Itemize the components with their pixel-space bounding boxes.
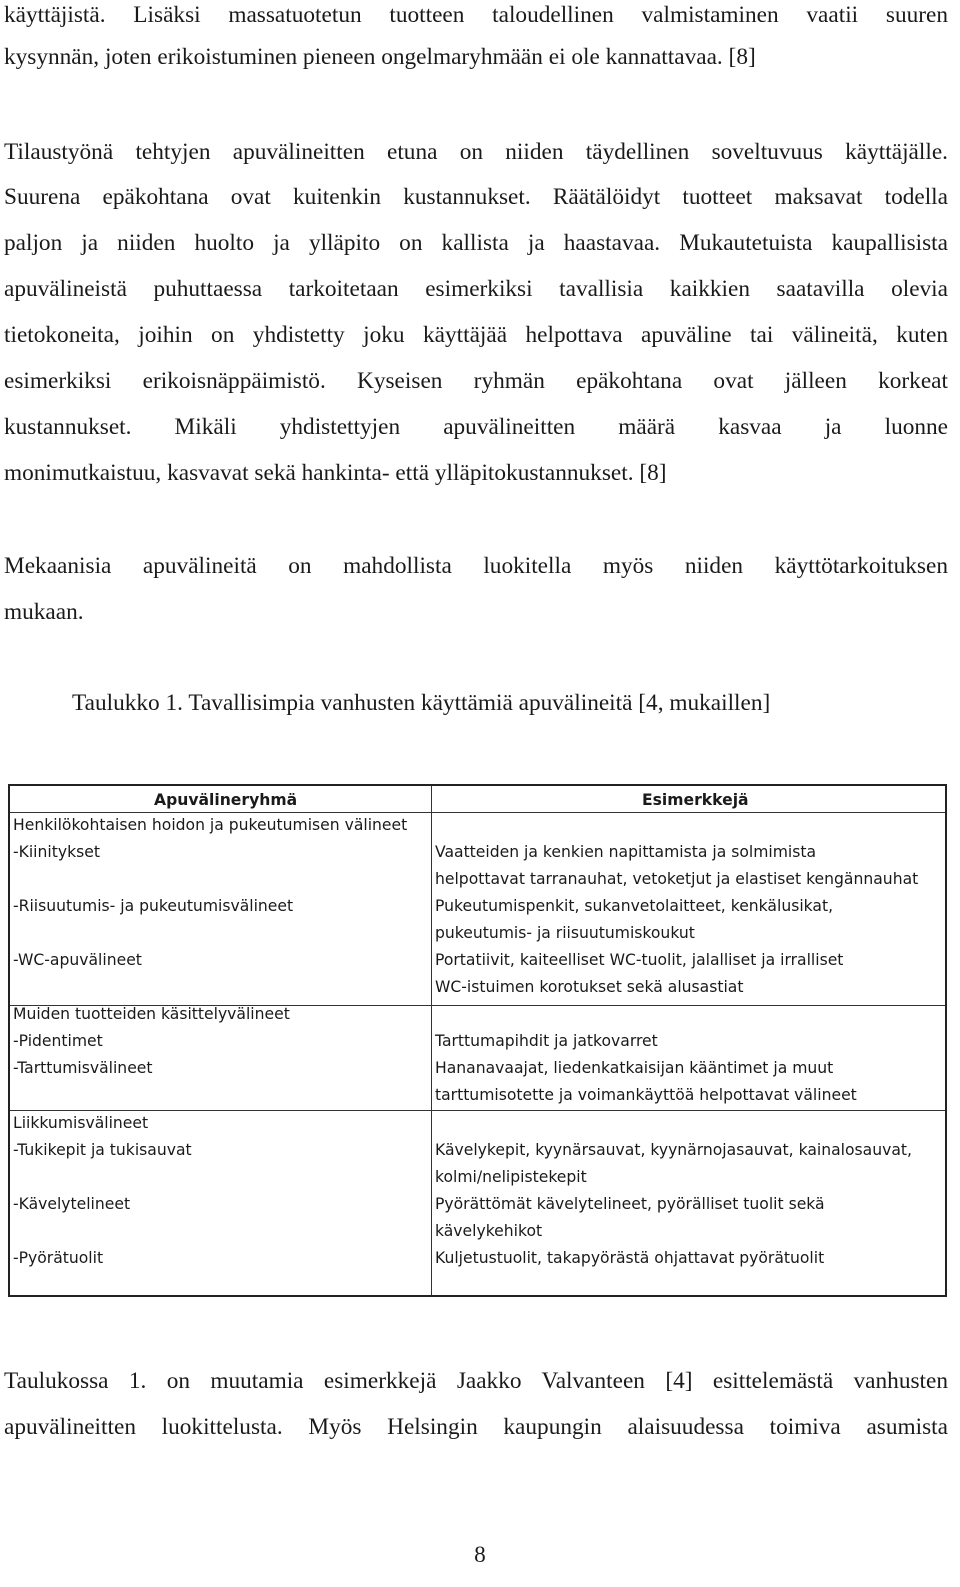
table-right-cell: Portatiivit, kaiteelliset WC-tuolit, jalalliset ja irralliset <box>435 951 844 969</box>
table-right-cell: Kuljetustuolit, takapyörästä ohjattavat pyörätuolit <box>435 1249 825 1267</box>
table-right-cell: Pyörättömät kävelytelineet, pyörälliset tuolit sekä <box>435 1195 825 1213</box>
table-left-cell: Muiden tuotteiden käsittelyvälineet <box>13 1005 290 1023</box>
table-header-group: Apuvälineryhmä <box>154 791 298 809</box>
page-number: 8 <box>474 1542 486 1568</box>
table-left-cell: -Pidentimet <box>13 1032 103 1050</box>
table-right-cell: pukeutumis- ja riisuutumiskoukut <box>435 924 695 942</box>
table-right-cell: tarttumisotette ja voimankäyttöä helpottavat välineet <box>435 1086 857 1104</box>
table-right-cell: kolmi/nelipistekepit <box>435 1168 587 1186</box>
paragraph-2-line-4: apuvälineistä puhuttaessa tarkoitetaan esimerkiksi tavallisia kaikkien saatavilla olevia <box>4 276 948 302</box>
table-right-cell: kävelykehikot <box>435 1222 543 1240</box>
paragraph-2-line-3: paljon ja niiden huolto ja ylläpito on kallista ja haastavaa. Mukautetuista kaupallisista <box>4 230 948 256</box>
paragraph-2-line-6: esimerkiksi erikoisnäppäimistö. Kyseisen ryhmän epäkohtana ovat jälleen korkeat <box>4 368 948 394</box>
paragraph-3-line-1: Mekaanisia apuvälineitä on mahdollista luokitella myös niiden käyttötarkoituksen <box>4 553 948 579</box>
aids-table <box>8 784 947 1297</box>
table-column-divider <box>431 786 432 1295</box>
table-left-cell: -Tarttumisvälineet <box>13 1059 153 1077</box>
table-right-cell: WC-istuimen korotukset sekä alusastiat <box>435 978 744 996</box>
table-header-examples: Esimerkkejä <box>642 791 749 809</box>
paragraph-2-line-5: tietokoneita, joihin on yhdistetty joku käyttäjää helpottava apuväline tai välineitä, kuten <box>4 322 948 348</box>
paragraph-4-line-1: Taulukossa 1. on muutamia esimerkkejä Jaakko Valvanteen [4] esittelemästä vanhusten <box>4 1368 948 1394</box>
paragraph-3-line-2: mukaan. <box>4 599 84 625</box>
table-header-divider <box>10 812 945 813</box>
table-left-cell: -Tukikepit ja tukisauvat <box>13 1141 192 1159</box>
table-left-cell: -Kiinitykset <box>13 843 100 861</box>
paragraph-2-line-8: monimutkaistuu, kasvavat sekä hankinta- että ylläpitokustannukset. [8] <box>4 460 667 486</box>
table-section-divider-2 <box>10 1110 945 1111</box>
table-left-cell: Henkilökohtaisen hoidon ja pukeutumisen välineet <box>13 816 408 834</box>
table-right-cell: Vaatteiden ja kenkien napittamista ja solmimista <box>435 843 817 861</box>
paragraph-1-line-2: kysynnän, joten erikoistuminen pieneen ongelmaryhmään ei ole kannattavaa. [8] <box>4 44 756 70</box>
table-right-cell: Hananavaajat, liedenkatkaisijan kääntimet ja muut <box>435 1059 834 1077</box>
paragraph-2-line-1: Tilaustyönä tehtyjen apuvälineitten etuna on niiden täydellinen soveltuvuus käyttäjälle. <box>4 139 948 165</box>
table-right-cell: Kävelykepit, kyynärsauvat, kyynärnojasauvat, kainalosauvat, <box>435 1141 912 1159</box>
table-left-cell: -Kävelytelineet <box>13 1195 131 1213</box>
table-right-cell: helpottavat tarranauhat, vetoketjut ja elastiset kengännauhat <box>435 870 919 888</box>
paragraph-1-line-1: käyttäjistä. Lisäksi massatuotetun tuotteen taloudellinen valmistaminen vaatii suuren <box>4 2 948 28</box>
table-left-cell: Liikkumisvälineet <box>13 1114 149 1132</box>
table-right-cell: Pukeutumispenkit, sukanvetolaitteet, kenkälusikat, <box>435 897 834 915</box>
paragraph-2-line-7: kustannukset. Mikäli yhdistettyjen apuvälineitten määrä kasvaa ja luonne <box>4 414 948 440</box>
paragraph-4-line-2: apuvälineitten luokittelusta. Myös Helsingin kaupungin alaisuudessa toimiva asumista <box>4 1414 948 1440</box>
table-caption: Taulukko 1. Tavallisimpia vanhusten käyttämiä apuvälineitä [4, mukaillen] <box>72 690 771 716</box>
paragraph-2-line-2: Suurena epäkohtana ovat kuitenkin kustannukset. Räätälöidyt tuotteet maksavat todella <box>4 184 948 210</box>
table-left-cell: -Pyörätuolit <box>13 1249 104 1267</box>
table-left-cell: -Riisuutumis- ja pukeutumisvälineet <box>13 897 294 915</box>
table-left-cell: -WC-apuvälineet <box>13 951 142 969</box>
table-right-cell: Tarttumapihdit ja jatkovarret <box>435 1032 658 1050</box>
